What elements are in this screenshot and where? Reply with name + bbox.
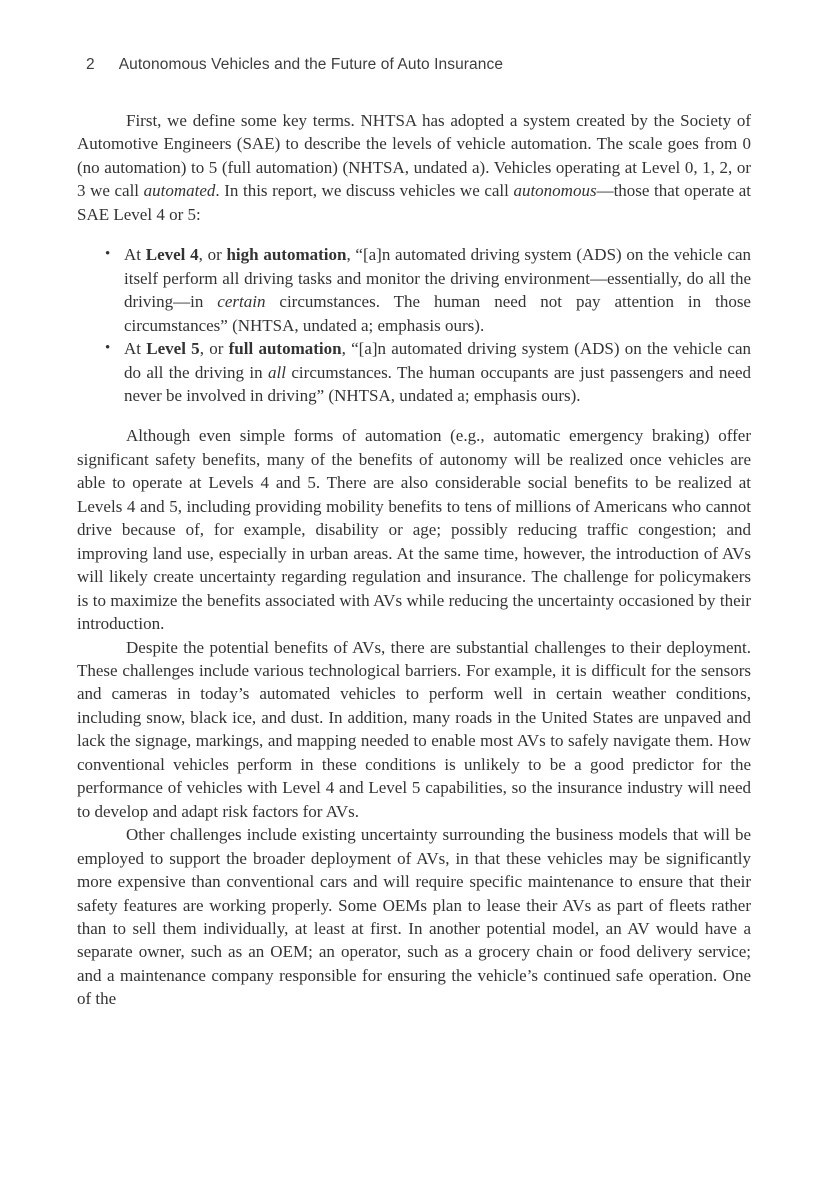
body-text: , or	[199, 339, 229, 359]
bold-text: Level 4	[145, 245, 199, 265]
paragraph	[77, 424, 751, 635]
body-text: First, we define some key terms. NHTSA has adopted a system created by the Society of Automotive Engineers (SAE) to describe the levels of vehicle automation. The scale goes from 0 (no automation) to 5 (full automation) (NHTSA, undated a). Vehicles operating at Level 0, 1, 2, or 3 we call	[77, 111, 751, 201]
body-text: Although even simple forms of automation (e.g., automatic emergency braking) offer significant safety benefits, many of the benefits of autonomy will be realized once vehicles are able to operate at Levels 4 and 5. There are also considerable social benefits to be realized at Levels 4 and 5, including providing mobility benefits to tens of millions of Americans who cannot drive because of, for example, disability or age; possibly reducing traffic congestion; and improving land use, especially in urban areas. At the same time, however, the introduction of AVs will likely create uncertainty regarding regulation and insurance. The challenge for policymakers is to maximize the benefits associated with AVs while reducing the uncertainty occasioned by their introduction.	[77, 426, 751, 634]
page-header	[86, 56, 503, 74]
body-text: Other challenges include existing uncertainty surrounding the business models that will be employed to support the broader deployment of AVs, in that these vehicles may be significantly more expensive than conventional cars and will require specific maintenance to ensure that their safety features are working properly. Some OEMs plan to lease their AVs as part of fleets rather than to sell them individually, at least at first. In another potential model, an AV would have a separate owner, such as an OEM; an operator, such as a grocery chain or food delivery service; and a maintenance company responsible for ensuring the vehicle’s continued safe operation. One of the	[77, 825, 751, 1009]
paragraph	[77, 109, 751, 226]
bold-text: Level 5	[146, 339, 200, 359]
body-text: Despite the potential benefits of AVs, there are substantial challenges to their deployment. These challenges include various technological barriers. For example, it is difficult for the sensors and cameras in today’s automated vehicles to perform well in certain weather conditions, including snow, black ice, and dust. In addition, many roads in the United States are unpaved and lack the signage, markings, and mapping needed to enable most AVs to safely navigate them. How conventional vehicles perform in these conditions is unlikely to be a good predictor for the performance of vehicles with Level 4 and Level 5 capabilities, so the insurance industry will need to develop and adapt risk factors for AVs.	[77, 637, 751, 821]
body-text: At	[124, 245, 146, 265]
body-text: , or	[198, 245, 227, 265]
bullet-item	[105, 337, 752, 407]
bullet-item	[105, 243, 752, 337]
bullet-list	[77, 243, 751, 407]
page-number: 2	[86, 56, 95, 73]
body-text: circumstances. The human need not pay attention in those circumstances” (NHTSA, undated a; emphasis ours).	[124, 292, 751, 335]
running-title: Autonomous Vehicles and the Future of Auto Insurance	[118, 56, 504, 73]
bold-text: high automation	[226, 245, 347, 265]
paragraph	[77, 636, 751, 824]
body-text: , “[a]n automated driving system (ADS) on the vehicle can itself perform all driving tasks and monitor the driving environment—essentially, do all the driving—in	[124, 245, 752, 312]
body-text: At	[124, 339, 147, 359]
paragraph	[77, 823, 751, 1011]
body-text: , “[a]n automated driving system (ADS) on the vehicle can do all the driving in	[124, 339, 752, 382]
body-text: circumstances. The human occupants are just passengers and need never be involved in driving” (NHTSA, undated a; emphasis ours).	[124, 362, 752, 405]
italic-text: autonomous	[513, 181, 597, 201]
document-body	[77, 109, 751, 1011]
italic-text: all	[268, 362, 286, 382]
italic-text: automated	[143, 181, 216, 201]
body-text: . In this report, we discuss vehicles we call	[215, 181, 514, 201]
italic-text: certain	[217, 292, 266, 312]
bold-text: full automation	[228, 339, 342, 359]
bullet-icon: •	[105, 246, 111, 263]
body-text: —those that operate at SAE Level 4 or 5:	[77, 181, 751, 224]
bullet-icon: •	[105, 340, 111, 357]
